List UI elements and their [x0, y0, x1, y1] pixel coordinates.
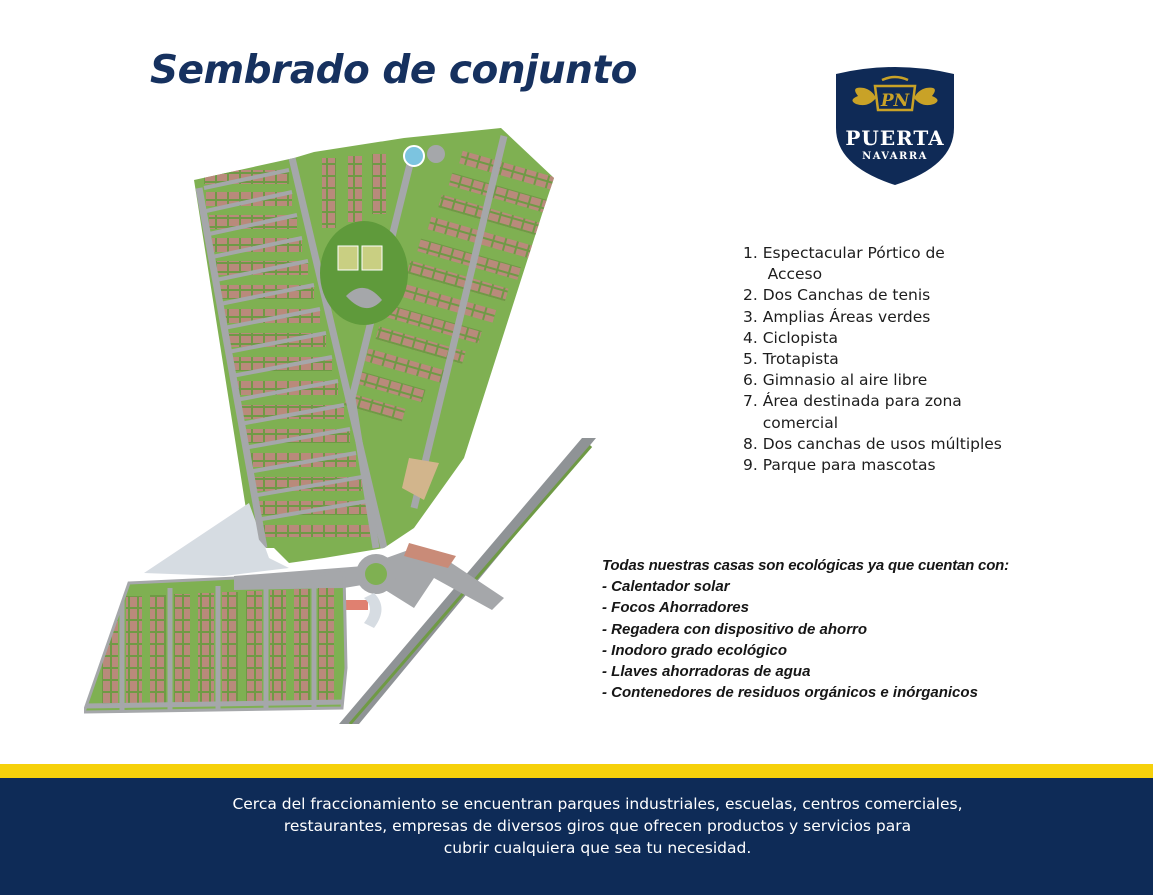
list-item: 5. Trotapista	[743, 350, 839, 369]
footer-text	[0, 793, 1153, 859]
eco-features	[602, 555, 1009, 703]
list-item: - Focos Ahorradores	[602, 599, 749, 617]
svg-text:PUERTA: PUERTA	[845, 126, 945, 150]
list-item: - Calentador solar	[602, 578, 730, 596]
footer-line: cubrir cualquiera que sea tu necesidad.	[443, 839, 752, 857]
list-item: 4. Ciclopista	[743, 328, 838, 347]
list-item: 8. Dos canchas de usos múltiples	[743, 434, 1002, 453]
eco-features-list	[602, 576, 1009, 703]
list-item: 7. Área destinada para zona	[743, 392, 962, 411]
list-item: - Contenedores de residuos orgánicos e inórganicos	[602, 684, 978, 702]
list-item: 1. Espectacular Pórtico de	[743, 244, 945, 262]
list-item: - Regadera con dispositivo de ahorro	[602, 620, 868, 638]
footer-banner	[0, 778, 1153, 895]
amenities-list	[743, 243, 1002, 476]
puerta-navarra-logo	[830, 66, 960, 186]
footer-line: restaurantes, empresas de diversos giros que ofrecen productos y servicios para	[283, 817, 912, 835]
eco-intro: Todas nuestras casas son ecológicas ya que cuentan con:	[602, 557, 1009, 574]
list-item: 9. Parque para mascotas	[743, 456, 936, 475]
svg-text:PN: PN	[880, 91, 910, 111]
list-item: 6. Gimnasio al aire libre	[743, 371, 928, 390]
page-title: Sembrado de conjunto	[150, 48, 637, 93]
svg-text:NAVARRA: NAVARRA	[862, 151, 928, 162]
site-plan-illustration	[84, 128, 596, 724]
list-item: 3. Amplias Áreas verdes	[743, 307, 931, 326]
list-item: - Inodoro grado ecológico	[602, 641, 787, 659]
list-item: Acceso	[743, 265, 823, 284]
list-item: 2. Dos Canchas de tenis	[743, 286, 931, 305]
list-item: comercial	[743, 413, 839, 432]
list-item: - Llaves ahorradoras de agua	[602, 663, 811, 681]
footer-line: Cerca del fraccionamiento se encuentran parques industriales, escuelas, centros comerciales,	[232, 795, 963, 813]
yellow-divider	[0, 764, 1153, 778]
